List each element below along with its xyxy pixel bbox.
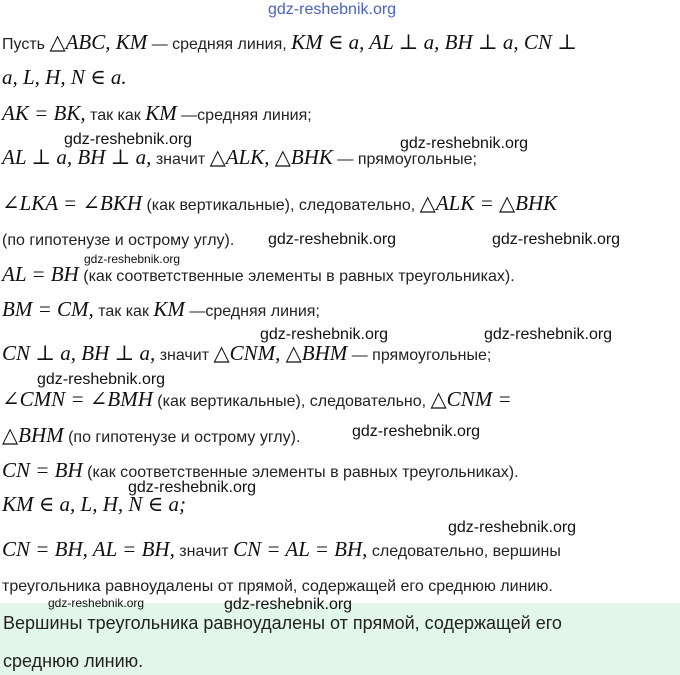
math-expression: AL ⊥ a, BH ⊥ a, [2, 145, 152, 169]
text-fragment: —средняя линия; [176, 107, 312, 124]
watermark: gdz-reshebnik.org [352, 423, 481, 440]
math-expression: ∠CMN = ∠BMH [2, 387, 153, 411]
solution-line-2 [2, 67, 127, 90]
math-expression: KM ∈ a, AL ⊥ a, BH ⊥ a, CN ⊥ [291, 30, 577, 54]
solution-line-11 [2, 425, 300, 448]
text-fragment: — прямоугольные; [347, 347, 492, 364]
math-expression: △CNM = [430, 387, 512, 411]
watermark: gdz-reshebnik.org [224, 596, 353, 613]
math-expression: CN = AL = BH, [233, 537, 368, 561]
watermark-small: gdz-reshebnik.org [84, 252, 181, 266]
math-expression: △CNM, △BHM [213, 341, 348, 365]
watermark-top: gdz-reshebnik.org [268, 1, 397, 18]
math-expression: AL = BH [2, 262, 79, 286]
solution-line-3 [2, 103, 312, 126]
solution-line-14 [2, 539, 561, 562]
solution-line-15 [2, 577, 553, 597]
math-expression: AK = BK, [2, 101, 86, 125]
math-expression: KM ∈ a, L, H, N ∈ a; [2, 492, 186, 516]
solution-line-1 [2, 32, 577, 55]
solution-line-8 [2, 299, 320, 322]
solution-line-12 [2, 460, 519, 483]
text-fragment: (как вертикальные), следовательно, [142, 197, 420, 214]
math-expression: BM = CM, [2, 297, 94, 321]
math-expression: ∠LKA = ∠BKH [2, 191, 142, 215]
math-expression: △ALK, △BHK [209, 145, 333, 169]
text-fragment: (как соответственные элементы в равных треугольниках). [78, 268, 515, 285]
solution-line-9 [2, 343, 491, 366]
watermark: gdz-reshebnik.org [492, 231, 621, 248]
watermark: gdz-reshebnik.org [128, 479, 257, 496]
answer-line-2: среднюю линию. [3, 651, 144, 671]
solution-line-13 [2, 494, 186, 517]
text-fragment: —средняя линия; [184, 303, 320, 320]
text-fragment: значит [151, 151, 210, 168]
math-expression: △BHM [2, 423, 64, 447]
solution-line-7 [2, 264, 515, 287]
solution-line-10 [2, 389, 512, 412]
math-expression: △ALK = △BHK [419, 191, 558, 215]
text-fragment: следовательно, вершины [367, 543, 561, 560]
text-fragment: значит [155, 347, 214, 364]
text-fragment: треугольника равноудалены от прямой, содержащей его среднюю линию. [2, 578, 553, 595]
text-fragment: — прямоугольные; [332, 151, 477, 168]
text-fragment: — средняя линия, [147, 36, 292, 53]
solution-line-6 [2, 231, 234, 251]
watermark: gdz-reshebnik.org [37, 371, 166, 388]
watermark: gdz-reshebnik.org [484, 326, 613, 343]
math-expression: CN = BH, AL = BH, [2, 537, 175, 561]
text-fragment: (по гипотенузе и острому углу). [63, 429, 301, 446]
math-expression: CN = BH [2, 458, 83, 482]
text-fragment: (как вертикальные), следовательно, [152, 393, 431, 410]
text-fragment: так как [85, 107, 146, 124]
math-expression: a, L, H, N ∈ a. [2, 65, 127, 89]
watermark: gdz-reshebnik.org [448, 519, 577, 536]
answer-line-1: Вершины треугольника равноудалены от прямой, содержащей его [3, 613, 562, 633]
math-expression: KM [153, 297, 185, 321]
text-fragment: Пусть [2, 36, 50, 53]
watermark: gdz-reshebnik.org [64, 131, 193, 148]
watermark: gdz-reshebnik.org [260, 326, 389, 343]
text-fragment: так как [93, 303, 154, 320]
watermark: gdz-reshebnik.org [268, 231, 397, 248]
watermark-small: gdz-reshebnik.org [48, 596, 145, 610]
watermark: gdz-reshebnik.org [400, 135, 529, 152]
math-expression: CN ⊥ a, BH ⊥ a, [2, 341, 156, 365]
math-expression: △ABC, KM [49, 30, 148, 54]
text-fragment: (как соответственные элементы в равных треугольниках). [82, 464, 519, 481]
text-fragment: значит [174, 543, 234, 560]
math-expression: KM [145, 101, 177, 125]
solution-line-5 [2, 193, 557, 216]
text-fragment: (по гипотенузе и острому углу). [2, 232, 235, 249]
